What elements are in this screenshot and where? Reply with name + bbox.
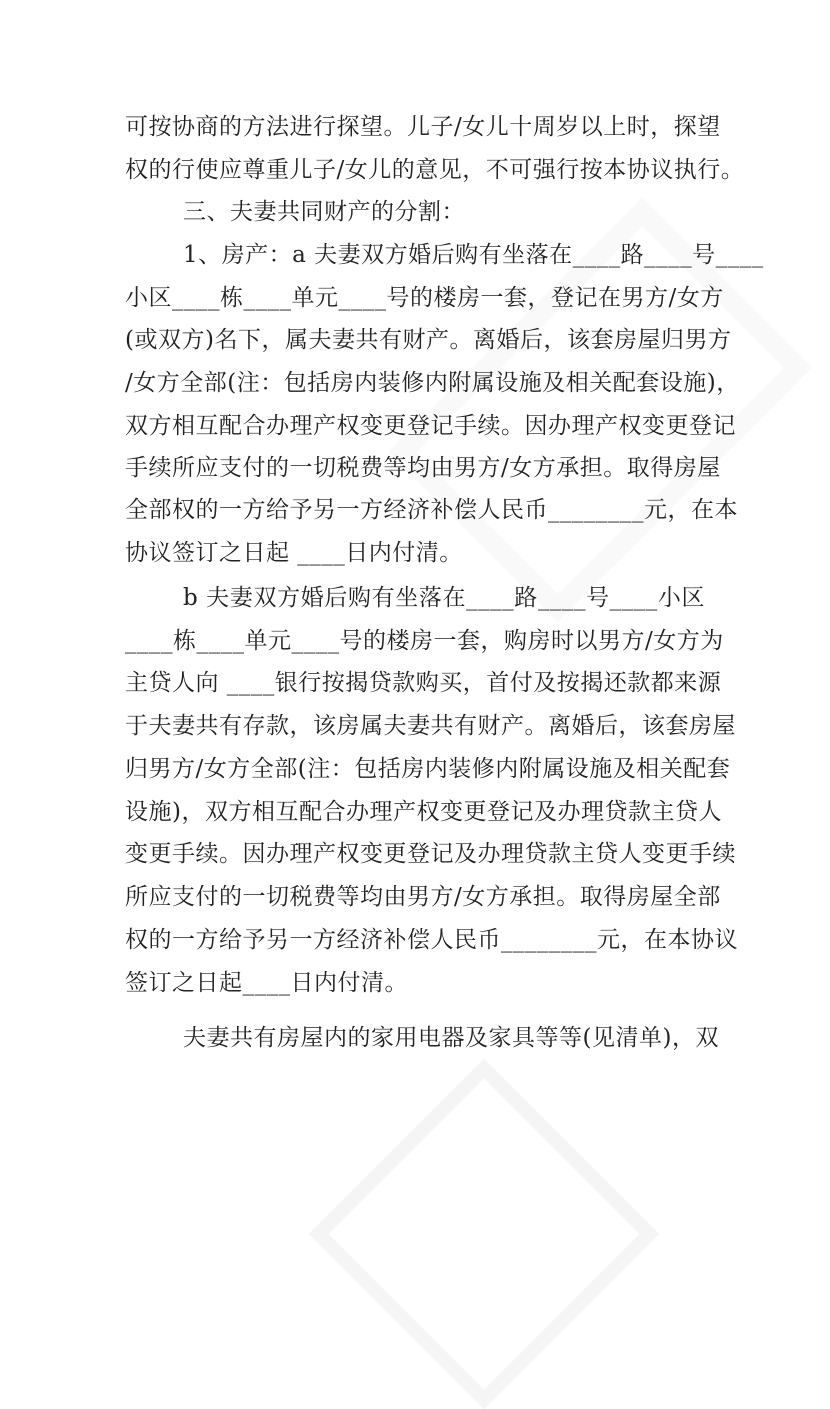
- text-line: b 夫妻双方婚后购有坐落在____路____号____小区: [183, 585, 705, 611]
- watermark-logo-bottom: [309, 1059, 660, 1409]
- text-line: 协议签订之日起 ____日内付清。: [125, 540, 463, 566]
- text-line: /女方全部(注：包括房内装修内附属设施及相关配套设施)，: [125, 370, 740, 396]
- text-line: (或双方)名下，属夫妻共有财产。离婚后，该套房屋归男方: [125, 327, 732, 353]
- text-line: 可按协商的方法进行探望。儿子/女儿十周岁以上时，探望: [125, 114, 721, 140]
- text-line: 变更手续。因办理产权变更登记及办理贷款主贷人变更手续: [125, 841, 736, 867]
- text-line: 所应支付的一切税费等均由男方/女方承担。取得房屋全部: [125, 884, 721, 910]
- text-line: 设施)，双方相互配合办理产权变更登记及办理贷款主贷人: [125, 799, 722, 825]
- text-line: 签订之日起____日内付清。: [125, 970, 408, 996]
- text-line: 三、夫妻共同财产的分割：: [183, 199, 465, 225]
- text-line: 全部权的一方给予另一方经济补偿人民币________元，在本: [125, 497, 738, 523]
- text-line: 权的行使应尊重儿子/女儿的意见，不可强行按本协议执行。: [125, 157, 745, 183]
- text-line: ____栋____单元____号的楼房一套，购房时以男方/女方为: [125, 628, 724, 654]
- text-line: 1、房产：a 夫妻双方婚后购有坐落在____路____号____: [183, 242, 764, 268]
- text-line: 于夫妻共有存款，该房属夫妻共有财产。离婚后，该套房屋: [125, 713, 736, 739]
- text-line: 夫妻共有房屋内的家用电器及家具等等(见清单)，双: [183, 1025, 719, 1051]
- text-line: 小区____栋____单元____号的楼房一套，登记在男方/女方: [125, 285, 724, 311]
- text-line: 主贷人向 ____银行按揭贷款购买，首付及按揭还款都来源: [125, 670, 722, 696]
- text-line: 归男方/女方全部(注：包括房内装修内附属设施及相关配套: [125, 756, 731, 782]
- text-line: 手续所应支付的一切税费等均由男方/女方承担。取得房屋: [125, 455, 721, 481]
- text-line: 权的一方给予另一方经济补偿人民币________元，在本协议: [125, 927, 738, 953]
- text-line: 双方相互配合办理产权变更登记手续。因办理产权变更登记: [125, 413, 736, 439]
